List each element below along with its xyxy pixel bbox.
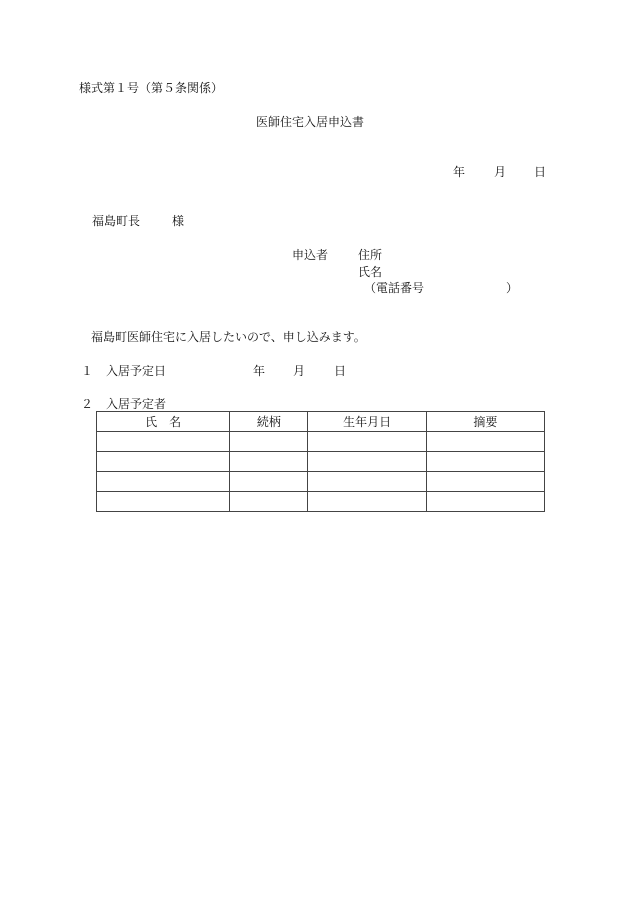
- remarks-cell[interactable]: [426, 492, 544, 512]
- birthdate-cell[interactable]: [308, 432, 426, 452]
- table-row: [97, 472, 545, 492]
- occupants-table: [96, 411, 545, 512]
- applicant-label: 申込者: [292, 248, 329, 262]
- column-header-relationship: 続柄: [230, 412, 308, 432]
- form-number: 様式第１号（第５条関係）: [79, 81, 224, 95]
- occupants-label: 入居予定者: [106, 397, 167, 411]
- phone-number-label: （電話番号: [364, 281, 425, 295]
- relationship-cell[interactable]: [230, 432, 308, 452]
- relationship-cell[interactable]: [230, 472, 308, 492]
- remarks-cell[interactable]: [426, 452, 544, 472]
- date-month-label: 月: [494, 165, 507, 179]
- move-in-year-label: 年: [253, 364, 266, 378]
- relationship-cell[interactable]: [230, 452, 308, 472]
- column-header-birthdate: 生年月日: [308, 412, 426, 432]
- move-in-month-label: 月: [293, 364, 306, 378]
- application-statement: 福島町医師住宅に入居したいので、申し込みます。: [91, 330, 366, 344]
- move-in-date-label: 入居予定日: [106, 364, 167, 378]
- name-cell[interactable]: [97, 492, 230, 512]
- address-label: 住所: [358, 248, 383, 262]
- table-header-row: [97, 412, 545, 432]
- table-row: [97, 452, 545, 472]
- remarks-cell[interactable]: [426, 432, 544, 452]
- birthdate-cell[interactable]: [308, 452, 426, 472]
- addressee-name: 福島町長: [92, 214, 141, 228]
- name-cell[interactable]: [97, 472, 230, 492]
- item-1-number: １: [81, 364, 94, 378]
- column-header-name: 氏 名: [97, 412, 230, 432]
- move-in-day-label: 日: [334, 364, 347, 378]
- item-2-number: ２: [81, 397, 94, 411]
- relationship-cell[interactable]: [230, 492, 308, 512]
- document-title: 医師住宅入居申込書: [256, 115, 365, 129]
- addressee-honorific: 様: [172, 214, 185, 228]
- phone-number-close-paren: ）: [506, 281, 519, 295]
- table-row: [97, 492, 545, 512]
- table-row: [97, 432, 545, 452]
- name-cell[interactable]: [97, 432, 230, 452]
- date-day-label: 日: [534, 165, 547, 179]
- date-year-label: 年: [453, 165, 466, 179]
- name-cell[interactable]: [97, 452, 230, 472]
- remarks-cell[interactable]: [426, 472, 544, 492]
- birthdate-cell[interactable]: [308, 492, 426, 512]
- column-header-remarks: 摘要: [426, 412, 544, 432]
- name-label: 氏名: [358, 265, 383, 279]
- birthdate-cell[interactable]: [308, 472, 426, 492]
